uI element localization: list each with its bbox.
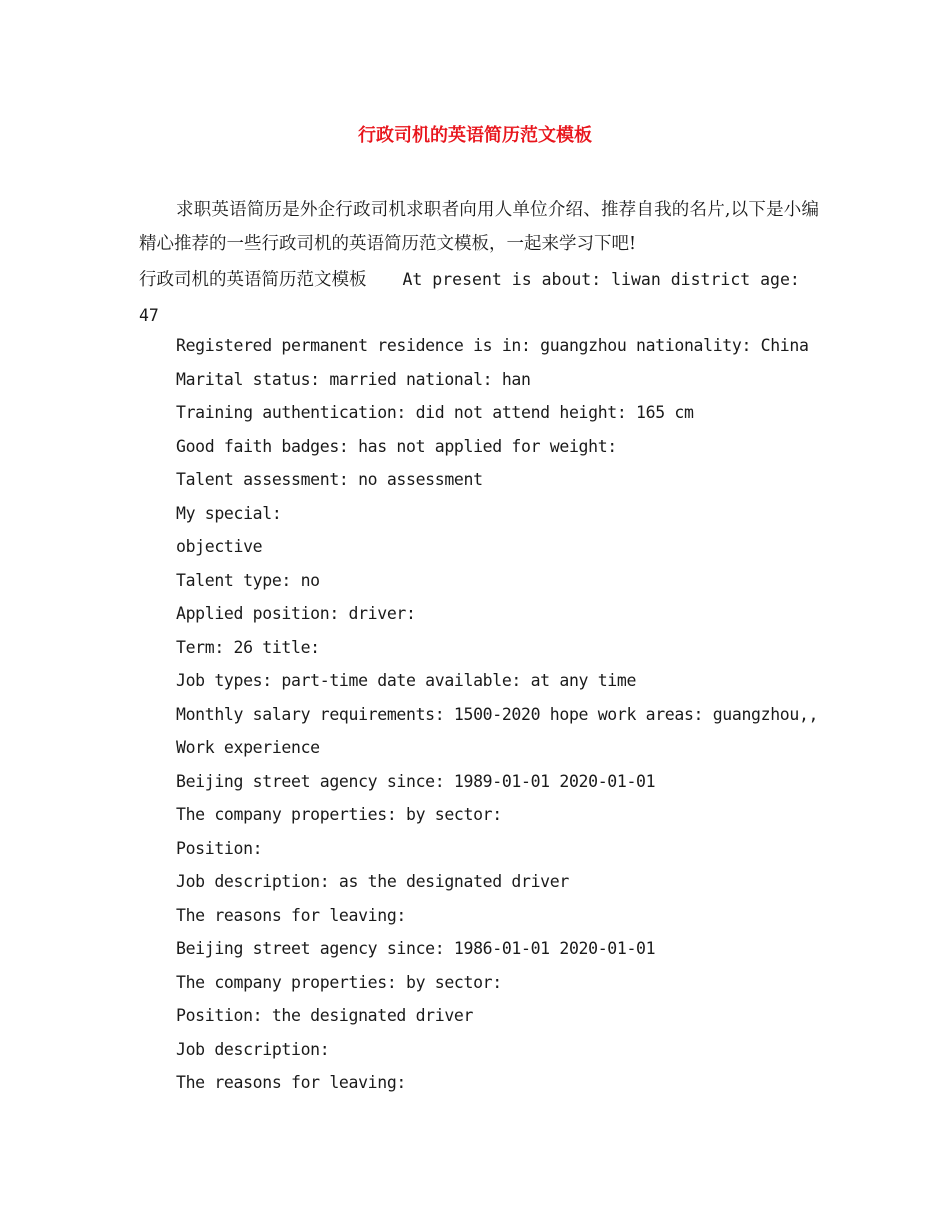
- resume-line: The company properties: by sector:: [176, 972, 502, 992]
- resume-line: Monthly salary requirements: 1500-2020 hope work areas: guangzhou,,: [176, 704, 819, 724]
- resume-line: Good faith badges: has not applied for weight:: [176, 436, 617, 456]
- resume-line: Work experience: [176, 738, 320, 757]
- resume-line: Job description:: [176, 1039, 330, 1059]
- resume-line: Position:: [176, 838, 263, 858]
- document-title: 行政司机的英语简历范文模板: [358, 125, 592, 146]
- resume-line: Job types: part-time date available: at any time: [176, 671, 637, 690]
- resume-line: objective: [176, 537, 263, 556]
- resume-line: Marital status: married national: han: [176, 369, 531, 389]
- resume-lines: [176, 332, 836, 1103]
- resume-line: Job description: as the designated driver: [176, 872, 569, 891]
- headline-chinese: 行政司机的英语简历范文模板: [139, 270, 367, 290]
- intro-paragraph: 求职英语简历是外企行政司机求职者向用人单位介绍、推荐自我的名片,以下是小编精心推荐的一些行政司机的英语简历范文模板，一起来学习下吧!: [139, 200, 819, 254]
- resume-line: Beijing street agency since: 1989-01-01 2020-01-01: [176, 771, 656, 791]
- headline-english: At present is about: liwan district age: 47: [139, 270, 800, 325]
- resume-line: Talent type: no: [176, 570, 320, 590]
- resume-line: Term: 26 title:: [176, 637, 320, 657]
- resume-line: Beijing street agency since: 1986-01-01 2020-01-01: [176, 939, 656, 958]
- resume-line: The company properties: by sector:: [176, 805, 502, 824]
- resume-line: The reasons for leaving:: [176, 905, 407, 925]
- resume-line: Registered permanent residence is in: guangzhou nationality: China: [176, 336, 809, 355]
- resume-line: The reasons for leaving:: [176, 1073, 407, 1092]
- resume-line: My special:: [176, 503, 282, 523]
- resume-line: Talent assessment: no assessment: [176, 470, 483, 489]
- resume-line: Applied position: driver:: [176, 604, 416, 623]
- resume-line: Training authentication: did not attend height: 165 cm: [176, 403, 694, 422]
- resume-line: Position: the designated driver: [176, 1006, 474, 1025]
- resume-headline: [139, 262, 819, 334]
